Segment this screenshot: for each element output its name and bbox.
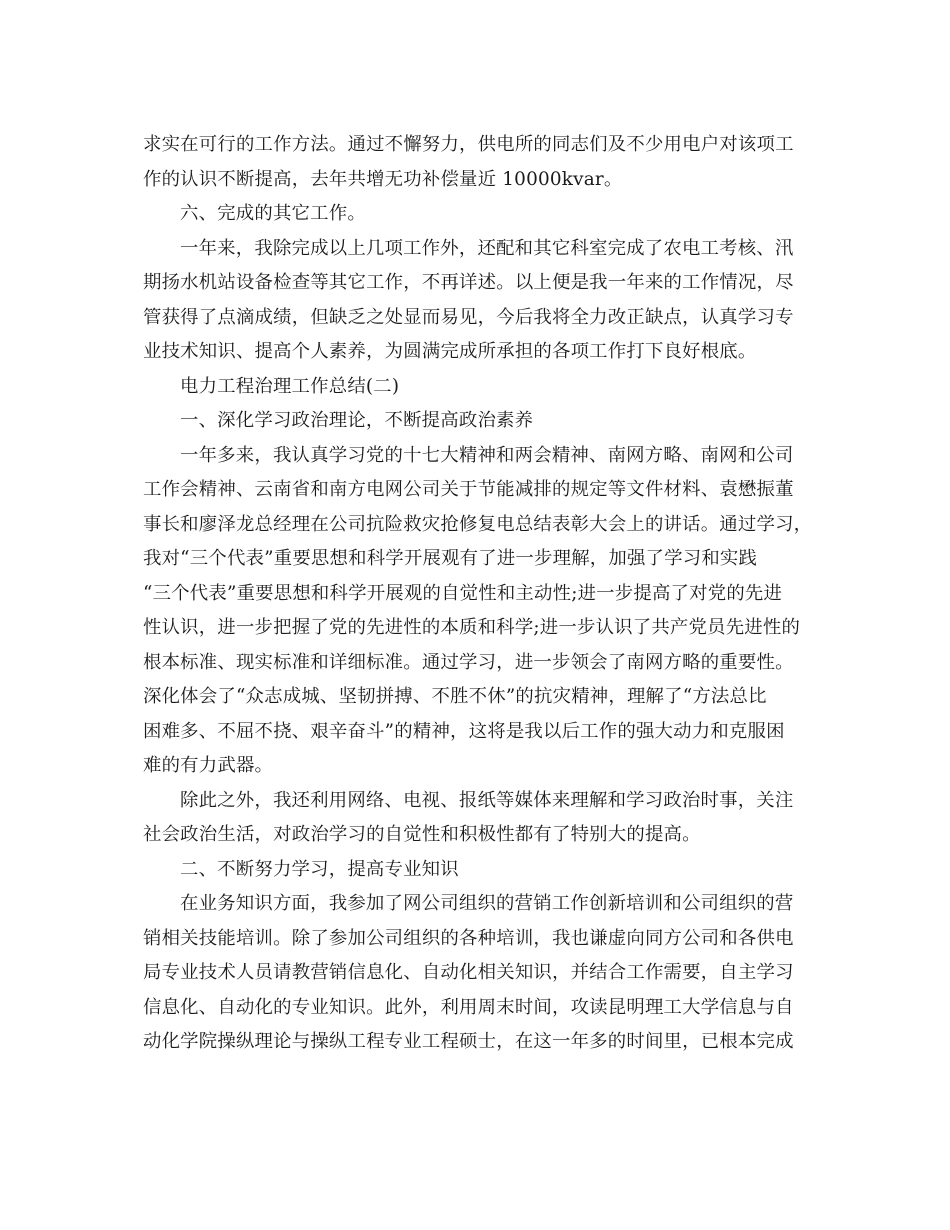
text-line: 性认识，进一步把握了党的先进性的本质和科学;进一步认识了共产党员先进性的 — [143, 617, 801, 638]
section-heading: 六、完成的其它工作。 — [180, 203, 366, 224]
text-line: 除此之外，我还利用网络、电视、报纸等媒体来理解和学习政治时事，关注 — [180, 789, 794, 811]
text-line: 管获得了点滴成绩，但缺乏之处显而易见，今后我将全力改正缺点，认真学习专 — [143, 306, 794, 328]
text-line: 作的认识不断提高，去年共增无功补偿量近 10000kvar。 — [143, 168, 623, 190]
section-heading: 二、不断努力学习，提高专业知识 — [180, 858, 459, 880]
text-line: 业技术知识、提高个人素养，为圆满完成所承担的各项工作打下良好根底。 — [143, 341, 757, 362]
text-line: 深化体会了“众志成城、坚韧拼搏、不胜不休”的抗灾精神，理解了“方法总比 — [143, 686, 767, 707]
text-line: 社会政治生活，对政治学习的自觉性和积极性都有了特别大的提高。 — [143, 824, 701, 845]
text-line: 我对“三个代表”重要思想和科学开展观有了进一步理解，加强了学习和实践 — [143, 548, 758, 569]
text-line: 求实在可行的工作方法。通过不懈努力，供电所的同志们及不少用电户对该项工 — [143, 134, 794, 155]
text-line: 事长和廖泽龙总经理在公司抗险救灾抢修复电总结表彰大会上的讲话。通过学习， — [143, 513, 813, 535]
document-body — [143, 128, 813, 1060]
text-line: 局专业技术人员请教营销信息化、自动化相关知识，并结合工作需要，自主学习 — [143, 962, 794, 983]
text-line: 信息化、自动化的专业知识。此外，利用周末时间，攻读昆明理工大学信息与自 — [143, 996, 794, 1018]
text-line: 一年来，我除完成以上几项工作外，还配和其它科室完成了农电工考核、汛 — [180, 237, 794, 259]
text-line: 根本标准、现实标准和详细标准。通过学习，进一步领会了南网方略的重要性。 — [143, 651, 794, 673]
text-line: 难的有力武器。 — [143, 755, 274, 776]
text-line: 一年多来，我认真学习党的十七大精神和两会精神、南网方略、南网和公司 — [180, 444, 794, 466]
text-line: 期扬水机站设备检查等其它工作，不再详述。以上便是我一年来的工作情况，尽 — [143, 272, 794, 293]
text-line: 工作会精神、云南省和南方电网公司关于节能减排的规定等文件材料、袁懋振董 — [143, 479, 794, 500]
text-line: 困难多、不屈不挠、艰辛奋斗”的精神，这将是我以后工作的强大动力和克服困 — [143, 720, 785, 742]
text-line: 在业务知识方面，我参加了网公司组织的营销工作创新培训和公司组织的营 — [180, 893, 794, 914]
text-line: “三个代表”重要思想和科学开展观的自觉性和主动性;进一步提高了对党的先进 — [143, 582, 783, 604]
section-heading: 一、深化学习政治理论，不断提高政治素养 — [180, 410, 534, 431]
text-line: 动化学院操纵理论与操纵工程专业工程硕士，在这一年多的时间里，已根本完成 — [143, 1031, 794, 1052]
document-subtitle: 电力工程治理工作总结(二) — [180, 375, 400, 397]
text-line: 销相关技能培训。除了参加公司组织的各种培训，我也谦虚向同方公司和各供电 — [143, 927, 794, 949]
